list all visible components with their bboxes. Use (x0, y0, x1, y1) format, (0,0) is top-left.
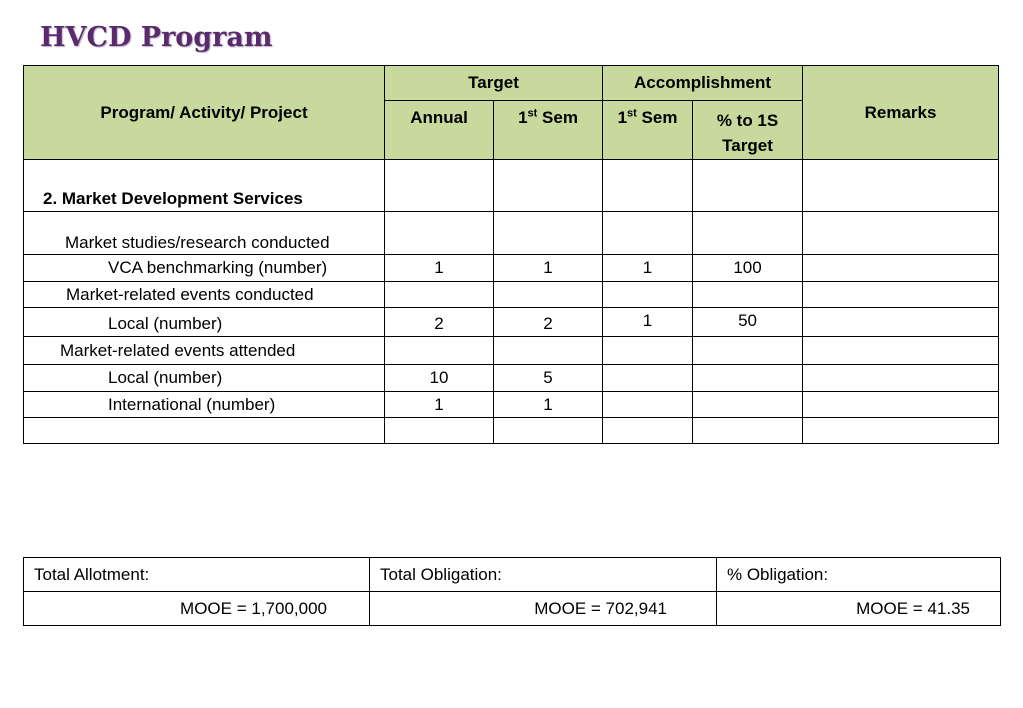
row-label: International (number) (24, 392, 385, 418)
cell-remarks (803, 365, 999, 392)
row-label: Local (number) (24, 308, 385, 337)
page-title: HVCD Program (40, 22, 273, 53)
header-remarks: Remarks (803, 66, 999, 160)
cell-annual (385, 418, 494, 444)
cell-annual: 1 (385, 255, 494, 282)
cell-target-sem1: 1 (494, 392, 603, 418)
program-table (23, 65, 999, 444)
cell-remarks (803, 308, 999, 337)
cell-target-sem1: 1 (494, 255, 603, 282)
cell-remarks (803, 418, 999, 444)
cell-remarks (803, 282, 999, 308)
table-row (24, 308, 999, 337)
cell-remarks (803, 160, 999, 212)
table-row (24, 212, 999, 255)
cell-pct (693, 337, 803, 365)
row-label: 2. Market Development Services (24, 160, 385, 212)
cell-accomplishment-sem1 (603, 365, 693, 392)
cell-accomplishment-sem1 (603, 160, 693, 212)
cell-pct: 50 (693, 308, 803, 337)
cell-annual (385, 337, 494, 365)
cell-target-sem1 (494, 212, 603, 255)
table-row (24, 160, 999, 212)
cell-target-sem1 (494, 337, 603, 365)
total-obligation-value: MOOE = 702,941 (370, 592, 717, 626)
cell-annual (385, 212, 494, 255)
cell-annual (385, 282, 494, 308)
row-label: Local (number) (24, 365, 385, 392)
cell-accomplishment-sem1 (603, 212, 693, 255)
cell-pct (693, 418, 803, 444)
cell-pct: 100 (693, 255, 803, 282)
cell-target-sem1 (494, 418, 603, 444)
total-allotment-label: Total Allotment: (24, 558, 370, 592)
cell-pct (693, 282, 803, 308)
row-label: Market-related events attended (24, 337, 385, 365)
total-allotment-value: MOOE = 1,700,000 (24, 592, 370, 626)
totals-table (23, 557, 1001, 626)
cell-remarks (803, 337, 999, 365)
header-target: Target (385, 66, 603, 101)
cell-pct (693, 392, 803, 418)
header-accomplishment-1st-sem: 1st Sem (603, 101, 693, 160)
cell-pct (693, 160, 803, 212)
cell-target-sem1 (494, 160, 603, 212)
cell-annual: 2 (385, 308, 494, 337)
cell-accomplishment-sem1 (603, 392, 693, 418)
cell-remarks (803, 392, 999, 418)
row-label: Market-related events conducted (24, 282, 385, 308)
row-label: Market studies/research conducted (24, 212, 385, 255)
header-accomplishment: Accomplishment (603, 66, 803, 101)
total-obligation-label: Total Obligation: (370, 558, 717, 592)
cell-annual: 10 (385, 365, 494, 392)
table-row (24, 282, 999, 308)
row-label: VCA benchmarking (number) (24, 255, 385, 282)
table-row (24, 337, 999, 365)
cell-target-sem1: 2 (494, 308, 603, 337)
pct-obligation-value: MOOE = 41.35 (717, 592, 1001, 626)
cell-annual (385, 160, 494, 212)
table-row (24, 418, 999, 444)
cell-accomplishment-sem1 (603, 282, 693, 308)
header-annual: Annual (385, 101, 494, 160)
header-program: Program/ Activity/ Project (24, 66, 385, 160)
cell-accomplishment-sem1: 1 (603, 308, 693, 337)
table-row (24, 365, 999, 392)
table-row (24, 392, 999, 418)
pct-obligation-label: % Obligation: (717, 558, 1001, 592)
cell-accomplishment-sem1 (603, 418, 693, 444)
cell-target-sem1: 5 (494, 365, 603, 392)
cell-remarks (803, 255, 999, 282)
header-target-1st-sem: 1st Sem (494, 101, 603, 160)
cell-pct (693, 365, 803, 392)
row-label (24, 418, 385, 444)
cell-remarks (803, 212, 999, 255)
cell-annual: 1 (385, 392, 494, 418)
cell-target-sem1 (494, 282, 603, 308)
cell-accomplishment-sem1: 1 (603, 255, 693, 282)
cell-accomplishment-sem1 (603, 337, 693, 365)
table-row (24, 255, 999, 282)
cell-pct (693, 212, 803, 255)
header-pct-to-1s-target: % to 1S Target (693, 101, 803, 160)
